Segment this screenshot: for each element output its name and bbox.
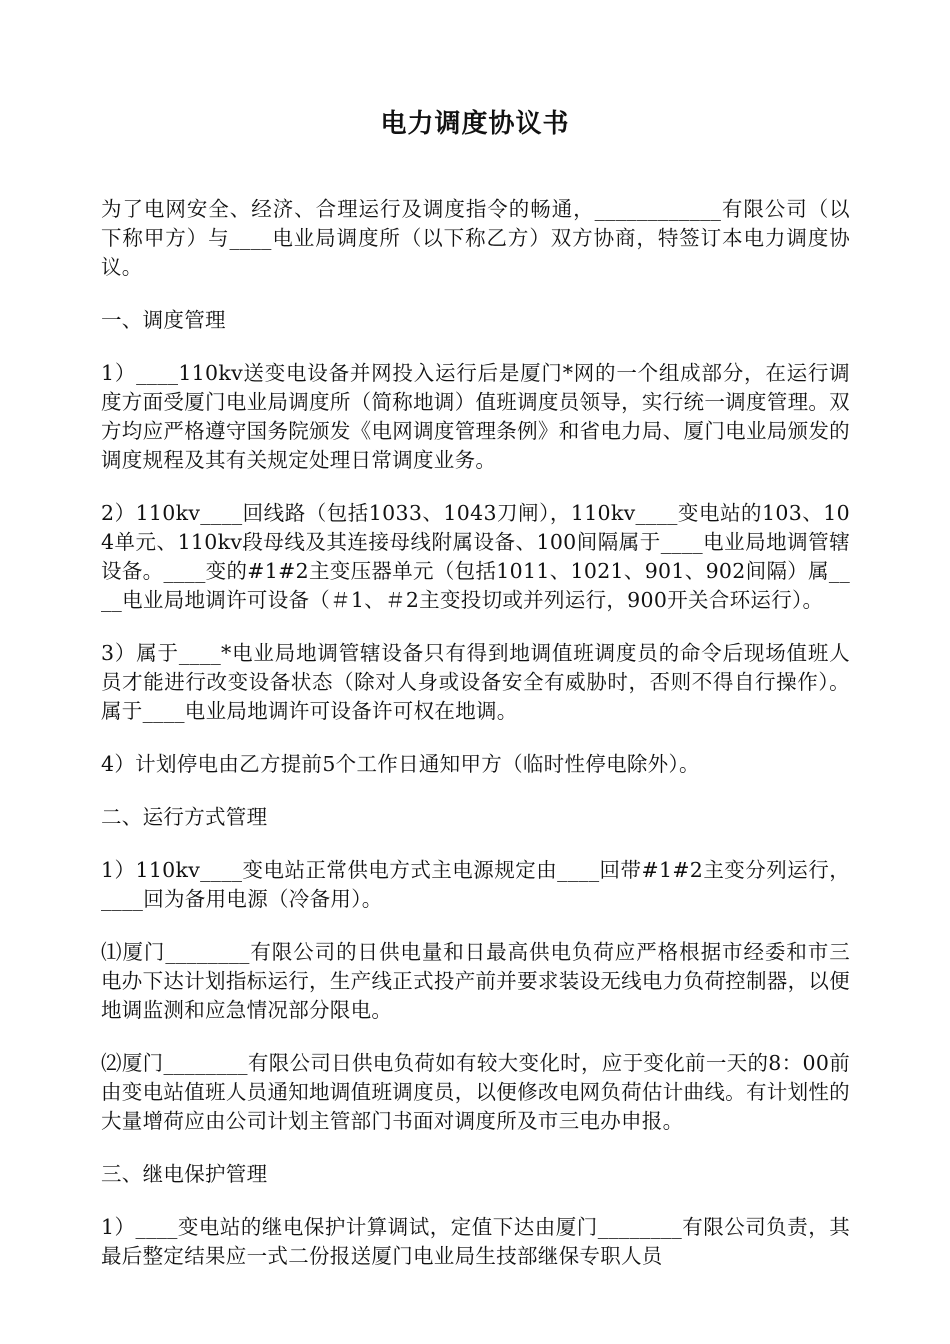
dispatch-item-2: 2）110kv____回线路（包括1033、1043刀闸），110kv____变电站的103、104单元、110kv段母线及其连接母线附属设备、100间隔属于____电业局地调管辖设备。____变的#1#2主变压器单元（包括1011、1021、901、902间隔）属____电业局地调许可设备（＃1、＃2主变投切或并列运行，900开关合环运行）。 [101,501,850,612]
operation-subitem-1: ⑴厦门________有限公司的日供电量和日最高供电负荷应严格根据市经委和市三电办下达计划指标运行，生产线正式投产前并要求装设无线电力负荷控制器，以便地调监测和应急情况部分限电。 [101,940,850,1022]
section-heading-operation-mode: 二、运行方式管理 [101,805,268,829]
operation-subitem-2: ⑵厦门________有限公司日供电负荷如有较大变化时，应于变化前一天的8：00前由变电站值班人员通知地调值班调度员，以便修改电网负荷估计曲线。有计划性的大量增荷应由公司计划主管部门书面对调度所及市三电办申报。 [101,1051,850,1133]
document-title: 电力调度协议书 [380,109,570,139]
intro-paragraph: 为了电网安全、经济、合理运行及调度指令的畅通，____________有限公司（以下称甲方）与____电业局调度所（以下称乙方）双方协商，特签订本电力调度协议。 [101,197,850,279]
operation-item-1: 1）110kv____变电站正常供电方式主电源规定由____回带#1#2主变分列运行，____回为备用电源（冷备用）。 [101,858,850,911]
section-heading-dispatch-management: 一、调度管理 [101,308,226,332]
dispatch-item-4: 4）计划停电由乙方提前5个工作日通知甲方（临时性停电除外）。 [101,752,700,776]
document-body [101,195,850,1295]
dispatch-item-3: 3）属于____*电业局地调管辖设备只有得到地调值班调度员的命令后现场值班人员才能进行改变设备状态（除对人身或设备安全有威胁时，否则不得自行操作）。属于____电业局地调许可设备许可权在地调。 [101,641,850,723]
section-heading-relay-protection: 三、继电保护管理 [101,1162,268,1186]
relay-item-1: 1）____变电站的继电保护计算调试，定值下达由厦门________有限公司负责，其最后整定结果应一式二份报送厦门电业局生技部继保专职人员 [101,1215,850,1268]
dispatch-item-1: 1）____110kv送变电设备并网投入运行后是厦门*网的一个组成部分，在运行调度方面受厦门电业局调度所（简称地调）值班调度员领导，实行统一调度管理。双方均应严格遵守国务院颁发《电网调度管理条例》和省电力局、厦门电业局颁发的调度规程及其有关规定处理日常调度业务。 [101,361,850,472]
